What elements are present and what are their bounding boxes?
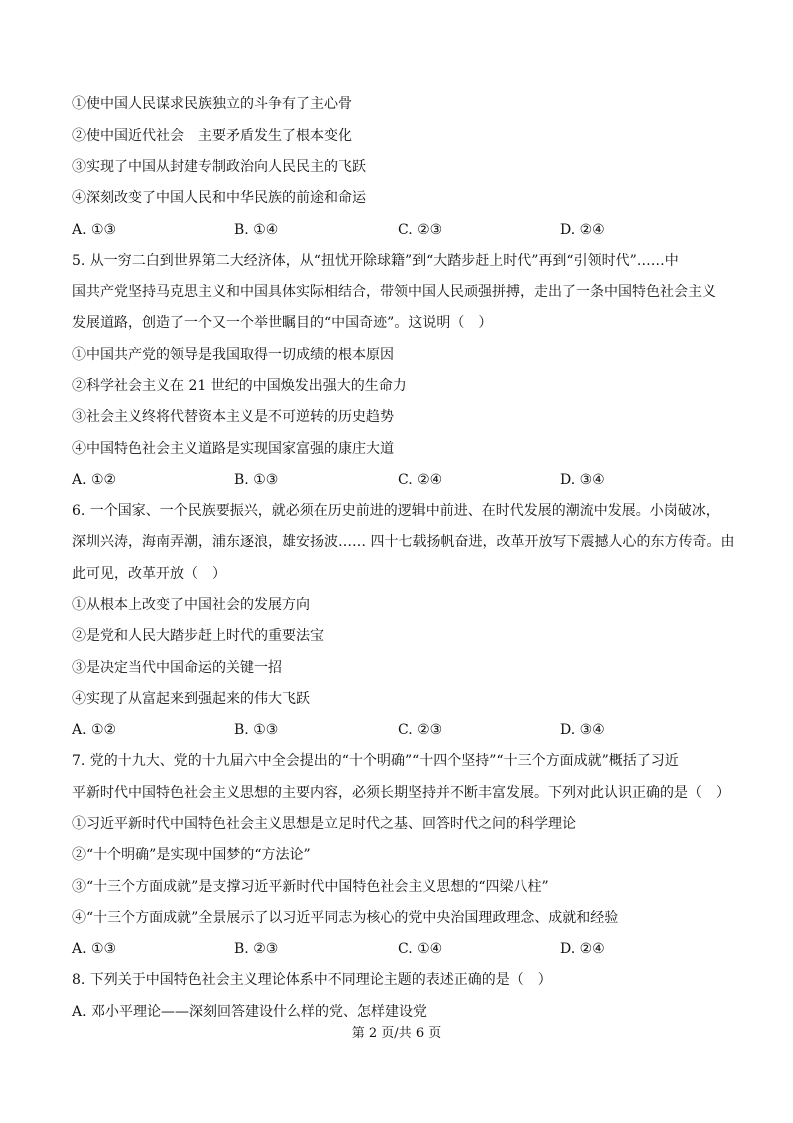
q6-item-2: ②是党和人民大踏步赶上时代的重要法宝 <box>72 628 324 644</box>
q5-option-c: C. ②④ <box>398 472 443 488</box>
q5-item-1: ①中国共产党的领导是我国取得一切成绩的根本原因 <box>72 347 394 363</box>
q6-stem-line-1: 6. 一个国家、一个民族要振兴，就必须在历史前进的逻辑中前进、在时代发展的潮流中发展。小岗破冰， <box>72 503 720 519</box>
q5-stem-line-3: 发展道路，创造了一个又一个举世瞩目的“中国奇迹”。这说明（ ） <box>72 315 493 331</box>
q7-option-d: D. ②④ <box>560 941 605 957</box>
q4-option-d: D. ②④ <box>560 222 605 238</box>
q6-option-c: C. ②③ <box>398 722 443 738</box>
q5-item-2: ②科学社会主义在 21 世纪的中国焕发出强大的生命力 <box>72 378 407 394</box>
q7-item-3: ③“十三个方面成就”是支撑习近平新时代中国特色社会主义思想的“四梁八柱” <box>72 879 549 895</box>
q4-option-c: C. ②③ <box>398 222 443 238</box>
q8-stem: 8. 下列关于中国特色社会主义理论体系中不同理论主题的表述正确的是（ ） <box>72 972 552 988</box>
q5-option-b: B. ①③ <box>234 472 279 488</box>
q4-item-3: ③实现了中国从封建专制政治向人民民主的飞跃 <box>72 159 366 175</box>
q6-option-d: D. ③④ <box>560 722 605 738</box>
q6-option-a: A. ①② <box>72 722 117 738</box>
q6-item-4: ④实现了从富起来到强起来的伟大飞跃 <box>72 691 310 707</box>
q6-item-3: ③是决定当代中国命运的关键一招 <box>72 660 282 676</box>
q5-stem-line-2: 国共产党坚持马克思主义和中国具体实际相结合，带领中国人民顽强拼搏，走出了一条中国特色社会主义 <box>72 284 716 300</box>
q4-item-1: ①使中国人民谋求民族独立的斗争有了主心骨 <box>72 96 352 112</box>
q5-item-4: ④中国特色社会主义道路是实现国家富强的康庄大道 <box>72 441 394 457</box>
q6-item-1: ①从根本上改变了中国社会的发展方向 <box>72 597 310 613</box>
q5-options <box>72 471 732 489</box>
q7-options <box>72 940 732 958</box>
q7-option-a: A. ①③ <box>72 941 117 957</box>
q4-option-b: B. ①④ <box>234 222 279 238</box>
q8-option-a: A. 邓小平理论——深刻回答建设什么样的党、怎样建设党 <box>72 1004 428 1020</box>
q5-option-a: A. ①② <box>72 472 117 488</box>
q6-stem-line-2: 深圳兴涛，海南弄潮，浦东逐浪，雄安扬波…… 四十七载扬帆奋进，改革开放写下震撼人心的东方传奇。由 <box>72 534 735 550</box>
q6-options <box>72 721 732 739</box>
q4-options <box>72 221 732 239</box>
q5-stem-line-1: 5. 从一穷二白到世界第二大经济体，从“扭忧开除球籍”到“大踏步赶上时代”再到“引领时代”……中 <box>72 253 679 269</box>
q5-option-d: D. ③④ <box>560 472 605 488</box>
q7-option-c: C. ①④ <box>398 941 443 957</box>
q6-stem-line-3: 此可见，改革开放（ ） <box>72 566 226 582</box>
q7-stem-line-1: 7. 党的十九大、党的十九届六中全会提出的“十个明确”“十四个坚持”“十三个方面成就”概括了习近 <box>72 753 679 769</box>
q5-item-3: ③社会主义终将代替资本主义是不可逆转的历史趋势 <box>72 409 394 425</box>
q7-item-4: ④“十三个方面成就”全景展示了以习近平同志为核心的党中央治国理政理念、成就和经验 <box>72 910 619 926</box>
page-number-footer: 第 2 页/共 6 页 <box>351 1026 442 1041</box>
q4-item-2: ②使中国近代社会 主要矛盾发生了根本变化 <box>72 128 352 144</box>
q7-item-1: ①习近平新时代中国特色社会主义思想是立足时代之基、回答时代之问的科学理论 <box>72 816 576 832</box>
q4-option-a: A. ①③ <box>72 222 117 238</box>
q7-item-2: ②“十个明确”是实现中国梦的“方法论” <box>72 847 311 863</box>
q7-stem-line-2: 平新时代中国特色社会主义思想的主要内容，必须长期坚持并不断丰富发展。下列对此认识正确的是（ ） <box>72 785 730 801</box>
q4-item-4: ④深刻改变了中国人民和中华民族的前途和命运 <box>72 190 366 206</box>
q6-option-b: B. ①③ <box>234 722 279 738</box>
q7-option-b: B. ②③ <box>234 941 279 957</box>
